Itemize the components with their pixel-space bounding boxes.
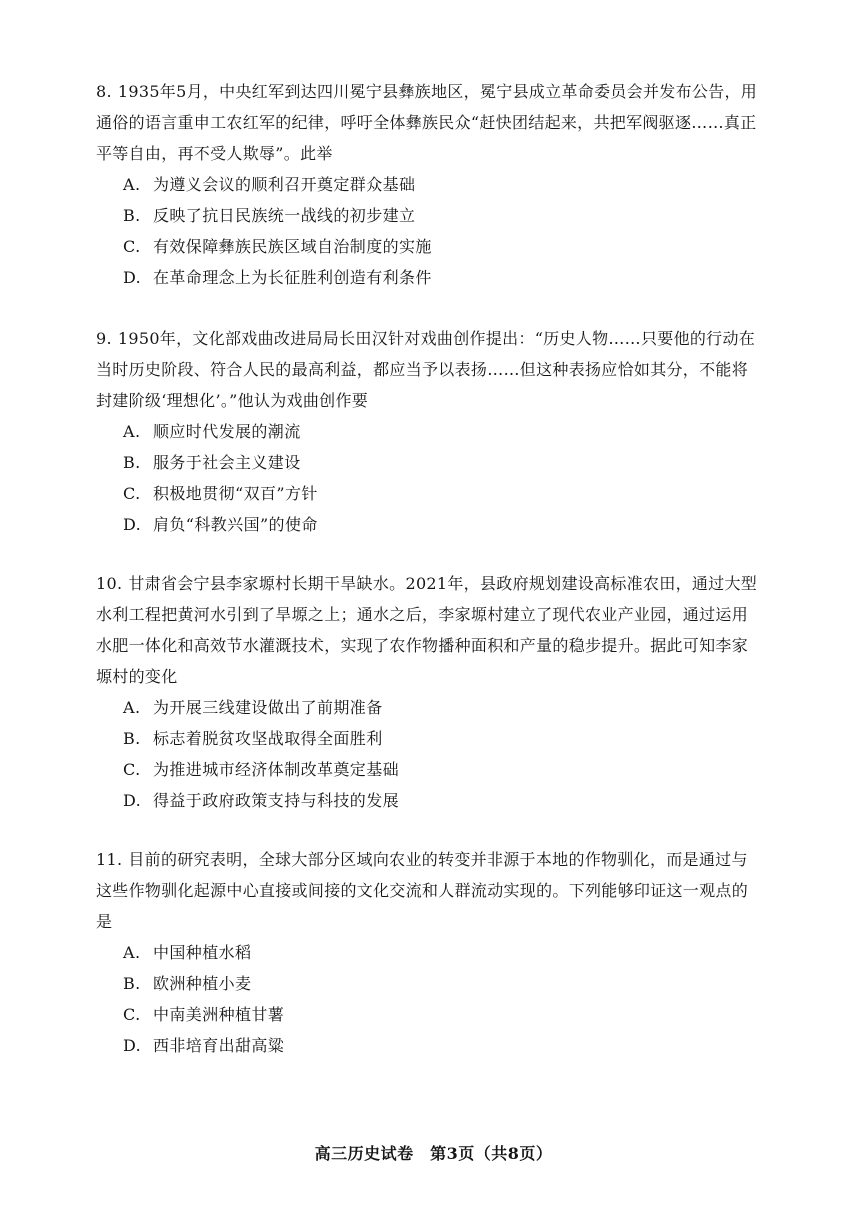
option-d (96, 1030, 764, 1061)
option-letter: B. (123, 206, 141, 225)
option-a (96, 416, 764, 447)
option-text: 得益于政府政策支持与科技的发展 (153, 791, 400, 810)
option-a (96, 937, 764, 968)
page-footer: 高三历史试卷 第3页（共8页） (314, 1144, 553, 1163)
option-text: 西非培育出甜高粱 (153, 1036, 285, 1055)
question-number: 11. (96, 850, 123, 869)
option-list (96, 169, 764, 293)
question-text: 1950年，文化部戏曲改进局局长田汉针对戏曲创作提出：“历史人物……只要他的行动在当时历史阶段、符合人民的最高利益，都应当予以表扬……但这种表扬应恰如其分，不能将封建阶级‘理想化’。”他认为戏曲创作要 (96, 329, 756, 410)
option-text: 肩负“科教兴国”的使命 (153, 515, 318, 534)
option-letter: C. (123, 760, 141, 779)
option-list (96, 416, 764, 540)
option-text: 欧洲种植小麦 (153, 974, 252, 993)
option-letter: D. (123, 515, 142, 534)
option-b (96, 200, 764, 231)
question-stem (96, 568, 764, 692)
question-10 (96, 568, 764, 816)
option-b (96, 723, 764, 754)
option-letter: C. (123, 237, 141, 256)
option-letter: B. (123, 729, 141, 748)
option-text: 顺应时代发展的潮流 (153, 422, 301, 441)
option-text: 中国种植水稻 (153, 943, 252, 962)
option-text: 反映了抗日民族统一战线的初步建立 (153, 206, 416, 225)
option-letter: B. (123, 453, 141, 472)
question-11 (96, 844, 764, 1061)
option-text: 为遵义会议的顺利召开奠定群众基础 (153, 175, 416, 194)
option-b (96, 447, 764, 478)
option-letter: D. (123, 268, 142, 287)
question-text: 甘肃省会宁县李家塬村长期干旱缺水。2021年，县政府规划建设高标准农田，通过大型水利工程把黄河水引到了旱塬之上；通水之后，李家塬村建立了现代农业产业园，通过运用水肥一体化和高效节水灌溉技术，实现了农作物播种面积和产量的稳步提升。据此可知李家塬村的变化 (96, 574, 758, 686)
option-a (96, 692, 764, 723)
question-stem (96, 323, 764, 416)
option-text: 为推进城市经济体制改革奠定基础 (153, 760, 400, 779)
option-text: 为开展三线建设做出了前期准备 (153, 698, 383, 717)
option-letter: C. (123, 1005, 141, 1024)
question-number: 10. (96, 574, 123, 593)
question-text: 目前的研究表明，全球大部分区域向农业的转变并非源于本地的作物驯化，而是通过与这些作物驯化起源中心直接或间接的文化交流和人群流动实现的。下列能够印证这一观点的是 (96, 850, 749, 931)
option-text: 中南美洲种植甘薯 (153, 1005, 285, 1024)
option-letter: A. (123, 422, 141, 441)
option-letter: D. (123, 1036, 142, 1055)
option-letter: C. (123, 484, 141, 503)
option-letter: A. (123, 698, 141, 717)
option-text: 在革命理念上为长征胜利创造有利条件 (153, 268, 432, 287)
question-8 (96, 76, 764, 293)
option-text: 标志着脱贫攻坚战取得全面胜利 (153, 729, 383, 748)
option-letter: A. (123, 175, 141, 194)
option-list (96, 692, 764, 816)
option-c (96, 999, 764, 1030)
option-c (96, 478, 764, 509)
option-a (96, 169, 764, 200)
option-d (96, 785, 764, 816)
option-text: 积极地贯彻“双百”方针 (153, 484, 318, 503)
option-text: 有效保障彝族民族区域自治制度的实施 (153, 237, 432, 256)
question-text: 1935年5月，中央红军到达四川冕宁县彝族地区，冕宁县成立革命委员会并发布公告，用通俗的语言重申工农红军的纪律，呼吁全体彝族民众“赶快团结起来，共把军阀驱逐……真正平等自由，再不受人欺辱”。此举 (96, 82, 758, 163)
option-list (96, 937, 764, 1061)
option-b (96, 968, 764, 999)
option-letter: A. (123, 943, 141, 962)
option-d (96, 262, 764, 293)
option-text: 服务于社会主义建设 (153, 453, 301, 472)
question-stem (96, 844, 764, 937)
question-9 (96, 323, 764, 540)
question-number: 9. (96, 329, 112, 348)
option-letter: D. (123, 791, 142, 810)
option-d (96, 509, 764, 540)
option-c (96, 231, 764, 262)
question-stem (96, 76, 764, 169)
question-number: 8. (96, 82, 112, 101)
option-c (96, 754, 764, 785)
option-letter: B. (123, 974, 141, 993)
